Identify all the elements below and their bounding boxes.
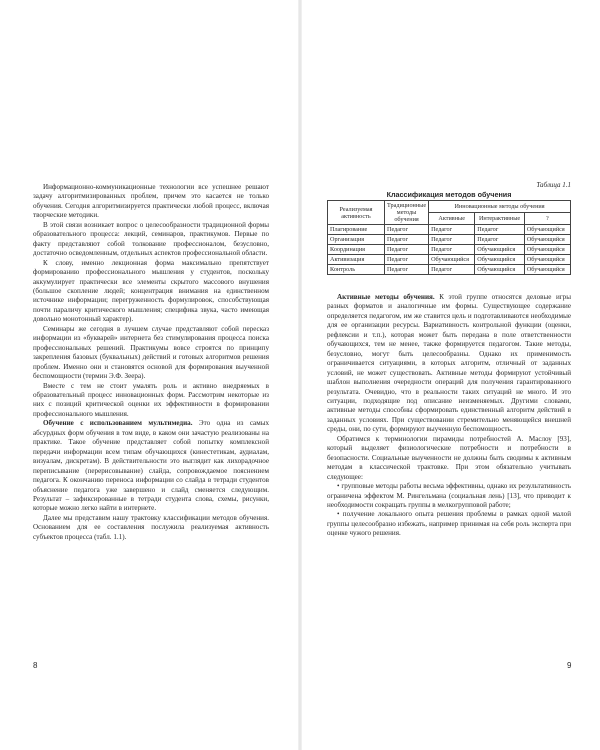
table-row	[328, 235, 571, 245]
paragraph-active-methods: Активные методы обучения. К этой группе относятся деловые игры разных форматов и аналогичные им формы. Существующее содержание определяется педагогом, им же ставится цель и подготавливаются необходимые для ее организации ресурсы. Вариативность контрольной функции (оценки, рефлексии и т.п.), которая может быть передана в поле ответственности обучающихся, тем не менее, также формируется педагогом. Такие методы, безусловно, могут быть целесообразны. Однако их применимость ограничивается ситуациями, в которых алгоритм, отличный от заданных условий, не может существовать. Активные методы формируют устойчивый шаблон выполнения очередности операций для получения гарантированного результата. Очевидно, что в реальности таких ситуаций не много. И это ситуации, подходящие под описание неизменяемых. Другими словами, активные методы способны сформировать единственный алгоритм действий в заданных условиях. При существовании стремительно меняющейся внешней среды, они, по сути, формируют выученную беспомощность.	[327, 293, 571, 434]
bold-lead: Обучение с использованием мультимедиа.	[43, 419, 193, 428]
table-cell: Педагог	[429, 235, 475, 245]
table-cell: Обучающийся	[429, 255, 475, 265]
table-row	[328, 255, 571, 265]
methods-table	[327, 200, 571, 275]
header-activity: Реализуемая активность	[328, 201, 385, 225]
table-row	[328, 245, 571, 255]
right-page-text	[327, 293, 571, 539]
table-cell: Педагог	[385, 235, 429, 245]
header-unknown: ?	[524, 213, 570, 225]
table-cell: Педагог	[475, 235, 525, 245]
header-active: Активные	[429, 213, 475, 225]
table-cell: Обучающийся	[475, 265, 525, 275]
header-innovative: Инновационные методы обучения	[429, 201, 571, 213]
table-cell: Педагог	[385, 225, 429, 235]
paragraph-multimedia: Обучение с использованием мультимедиа. Это одна из самых абсурдных форм обучения в том виде, в каком они зачастую реализованы на практике. Такое обучение представляет собой попытку комплексной передачи информации всем типам обучающихся (кинестетикам, аудиалам, визуалам, дискретам). В действительности это выглядит как лихорадочное переписывание (перерисовывание) слайда, сопровождаемое пояснением педагога. К окончанию переноса информации со слайда в тетради студентов объяснение педагога уже завершено и слайд сменяется следующим. Результат – зафиксированные в тетради студента слова, схемы, рисунки, которые можно легко найти в интернете.	[33, 419, 270, 513]
table-cell: Плагирование	[328, 225, 385, 235]
paragraph: Информационно-коммуникационные технологии все успешнее решают задачу алгоритмизированных проблем, причем это касается не только обучения. Сегодня алгоритмизируется практически любой процесс, включая творческие методики.	[33, 183, 269, 220]
table-cell: Педагог	[385, 265, 429, 275]
table-cell: Обучающийся	[524, 245, 570, 255]
table-cell: Обучающийся	[524, 265, 570, 275]
table-cell: Педагог	[429, 225, 475, 235]
table-cell: Педагог	[385, 245, 429, 255]
table-caption: Классификация методов обучения	[386, 190, 512, 199]
paragraph: Обратимся к терминологии пирамиды потребностей А. Маслоу [93], который выделяет физиологические потребности и потребности в безопасности. Социальные выученности не должны быть сводимы к активным методам в классической трактовке. При этом обязательно учитывать следующее:	[327, 434, 571, 481]
table-cell: Контроль	[328, 265, 385, 275]
table-cell: Координация	[328, 245, 385, 255]
right-page	[300, 0, 600, 750]
bullet-item: • групповые методы работы весьма эффективны, однако их результативность ограничена эффектом М. Рингельмана (социальная лень) [13], что приводит к необходимости сокращать группы в мелкогрупповой работе;	[327, 482, 571, 509]
paragraph: Вместе с тем не стоит умалять роль и активно внедряемых в образовательный процесс инновационных форм. Рассмотрим некоторые из них с позиций критической оценки их эффективности в формировании профессионального мышления.	[33, 381, 269, 418]
bold-lead: Активные методы обучения.	[337, 293, 435, 301]
paragraph: В этой связи возникает вопрос о целесообразности традиционной формы образовательного процесса: лекций, семинаров, практикумов. Первые по факту представляют собой толкование профессионалом, безусловно, достаточно осведомленным, отдельных аспектов профессиональной области.	[33, 220, 269, 258]
header-interactive: Интерактивные	[475, 213, 525, 225]
table-cell: Обучающийся	[524, 235, 570, 245]
page-number: 8	[33, 661, 38, 670]
table-row	[328, 225, 571, 235]
paragraph: К слову, именно лекционная форма максимально препятствует формированию профессионального мышления у студентов, поскольку аккумулирует практически все элементы скрытого массового внушения (большое скопление людей; концентрация внимания на единственном источнике информации; перегруженность формулировок, способствующая почти параличу критического мышления; специфика звука, часто имеющая довольно монотонный характер).	[33, 258, 269, 324]
table-row	[328, 265, 571, 275]
table-cell: Обучающийся	[524, 255, 570, 265]
table-cell: Обучающийся	[524, 225, 570, 235]
table-cell: Обучающийся	[475, 255, 525, 265]
paragraph: Далее мы представим нашу трактовку классификации методов обучения. Основанием для ее составления послужила реализуемая активность субъектов процесса (табл. 1.1).	[33, 513, 269, 541]
table-cell: Организация	[328, 235, 385, 245]
table-cell: Педагог	[475, 225, 525, 235]
header-traditional: Традиционные методы обучения	[385, 201, 429, 225]
table-label: Таблица 1.1	[536, 181, 571, 189]
page-number: 9	[567, 661, 572, 670]
paragraph: Семинары же сегодня в лучшем случае представляют собой пересказ информации из «букварей» интернета без стимулирования процесса поиска профессиональных решений. Практикумы вовсе строятся по принципу закрепления базовых (буквальных) действий и готовых алгоритмов решения проблем. Именно они и становятся основой для формирования выученной беспомощности (термин Э.Ф. Зеера).	[33, 324, 269, 381]
bullet-item: • получение локального опыта решения проблемы в рамках одной малой группы целесообразно избежать, например принимая на себя роль эксперта при оценке чужого решения.	[327, 510, 571, 538]
table-cell: Активизация	[328, 255, 385, 265]
table-cell: Педагог	[385, 255, 429, 265]
table-cell: Педагог	[429, 245, 475, 255]
table-cell: Обучающийся	[475, 245, 525, 255]
left-page-text	[33, 183, 269, 542]
table-cell: Педагог	[429, 265, 475, 275]
